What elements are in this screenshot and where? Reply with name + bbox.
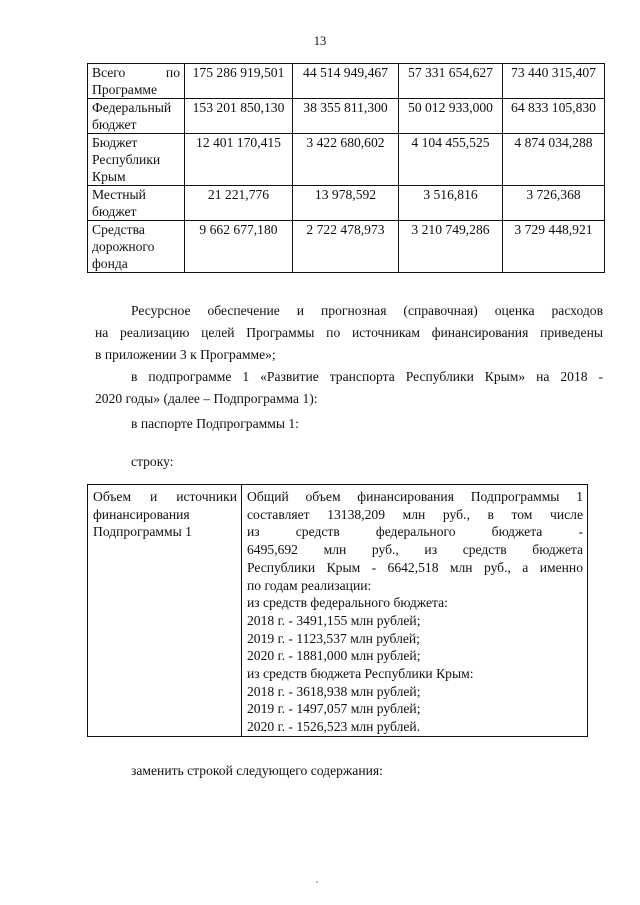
row-label-cell [88, 186, 185, 221]
passport-text-line: из средств бюджета Республики Крым: [247, 666, 474, 682]
value-cell: 21 221,776 [185, 186, 293, 221]
passport-text-line: Общий объем финансирования Подпрограммы 1 [247, 489, 583, 504]
passport-text-line: по годам реализации: [247, 577, 372, 593]
value-cell: 38 355 811,300 [293, 99, 399, 134]
passport-text-line: 2020 г. - 1881,000 млн рублей; [247, 648, 421, 664]
text-line: на реализацию целей Программы по источникам финансирования приведены [95, 325, 603, 340]
value-cell: 3 422 680,602 [293, 134, 399, 186]
value-cell: 64 833 105,830 [503, 99, 605, 134]
page-number: 13 [313, 34, 327, 48]
passport-text-line: 2019 г. - 1497,057 млн рублей; [247, 701, 421, 717]
value-cell: 3 210 749,286 [399, 221, 503, 273]
text-line: 2020 годы» (далее – Подпрограмма 1): [95, 391, 318, 406]
text-line: в подпрограмме 1 «Развитие транспорта Республики Крым» на 2018 - [131, 369, 603, 384]
row-label-line: Местный [92, 187, 146, 202]
row-label-cell [88, 64, 185, 99]
passport-label-line: финансирования [93, 506, 190, 522]
passport-text-line: составляет 13138,209 млн руб., в том числе [247, 506, 583, 522]
row-label-line: Программе [92, 82, 158, 97]
value-cell: 44 514 949,467 [293, 64, 399, 99]
row-word-paragraph: строку: [131, 454, 174, 469]
passport-text-line: Республики Крым - 6642,518 млн руб., а именно [247, 559, 583, 575]
resource-paragraph [95, 300, 603, 366]
row-label-cell [88, 134, 185, 186]
passport-text-line: 2018 г. - 3491,155 млн рублей; [247, 612, 421, 628]
row-label-line: бюджет [92, 204, 137, 219]
passport-table [87, 484, 588, 737]
passport-left-cell [88, 485, 242, 737]
row-label-line: фонда [92, 256, 128, 271]
table-row [88, 186, 605, 221]
text-line: в приложении 3 к Программе»; [95, 347, 276, 362]
value-cell: 4 104 455,525 [399, 134, 503, 186]
text-line: Ресурсное обеспечение и прогнозная (справочная) оценка расходов [131, 303, 603, 318]
subprogram-paragraph [95, 366, 603, 410]
passport-text-line: из средств федерального бюджета - [247, 524, 583, 540]
value-cell: 175 286 919,501 [185, 64, 293, 99]
table-row [88, 99, 605, 134]
passport-text-line: 2020 г. - 1526,523 млн рублей. [247, 719, 421, 735]
table-row [88, 64, 605, 99]
financing-table [87, 63, 605, 273]
row-label-line: Всего по [92, 65, 180, 80]
value-cell: 3 516,816 [399, 186, 503, 221]
passport-right-cell [242, 485, 588, 737]
value-cell: 12 401 170,415 [185, 134, 293, 186]
value-cell: 3 729 448,921 [503, 221, 605, 273]
value-cell: 153 201 850,130 [185, 99, 293, 134]
table-row [88, 134, 605, 186]
table-row [88, 221, 605, 273]
value-cell: 13 978,592 [293, 186, 399, 221]
row-label-cell [88, 99, 185, 134]
passport-paragraph: в паспорте Подпрограммы 1: [131, 416, 299, 431]
replace-paragraph: заменить строкой следующего содержания: [131, 763, 383, 778]
row-label-line: Крым [92, 169, 126, 184]
value-cell: 9 662 677,180 [185, 221, 293, 273]
row-label-line: Республики [92, 152, 161, 167]
passport-text-line: 2019 г. - 1123,537 млн рублей; [247, 630, 420, 646]
passport-label-line: Подпрограммы 1 [93, 524, 192, 540]
value-cell: 2 722 478,973 [293, 221, 399, 273]
row-label-line: Бюджет [92, 135, 138, 150]
row-label-cell [88, 221, 185, 273]
passport-text-line: из средств федерального бюджета: [247, 595, 448, 611]
passport-text-line: 6495,692 млн руб., из средств бюджета [247, 542, 583, 558]
value-cell: 57 331 654,627 [399, 64, 503, 99]
row-label-line: Федеральный [92, 100, 172, 115]
value-cell: 50 012 933,000 [399, 99, 503, 134]
value-cell: 4 874 034,288 [503, 134, 605, 186]
value-cell: 73 440 315,407 [503, 64, 605, 99]
row-label-line: дорожного [92, 239, 155, 254]
value-cell: 3 726,368 [503, 186, 605, 221]
scan-speck [316, 881, 318, 883]
row-label-line: бюджет [92, 117, 137, 132]
passport-text-line: 2018 г. - 3618,938 млн рублей; [247, 683, 421, 699]
row-label-line: Средства [92, 222, 145, 237]
passport-label-line: Объем и источники [93, 489, 237, 504]
